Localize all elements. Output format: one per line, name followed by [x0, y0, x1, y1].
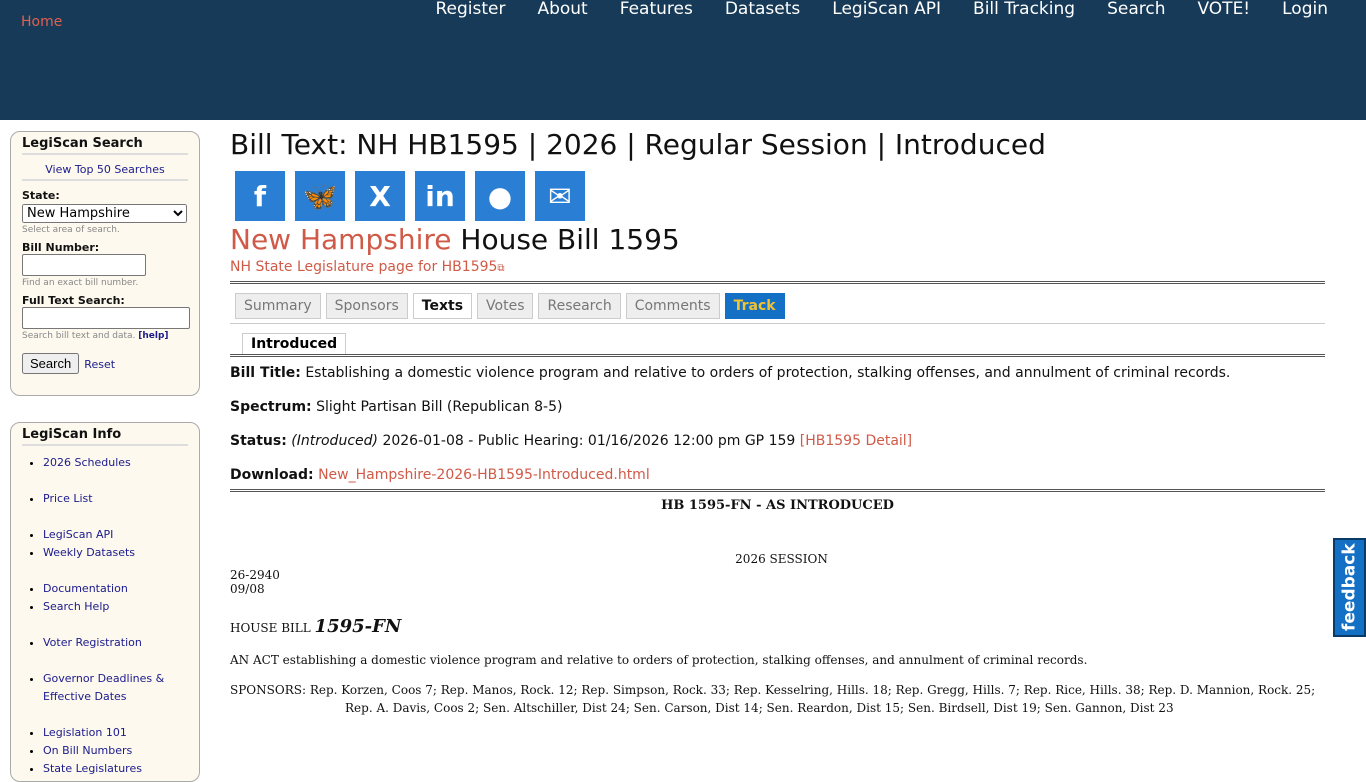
info-link-state-legislatures[interactable]: State Legislatures [43, 762, 142, 775]
nav-vote[interactable]: VOTE! [1197, 0, 1251, 19]
tab-comments[interactable]: Comments [626, 293, 720, 319]
x-icon[interactable]: X [355, 171, 405, 221]
share-bar [235, 171, 1325, 221]
bluesky-icon[interactable]: 🦋 [295, 171, 345, 221]
info-link-documentation[interactable]: Documentation [43, 582, 128, 595]
download-label: Download: [230, 467, 314, 483]
top-bar [0, 0, 1366, 120]
info-link-datasets[interactable]: Weekly Datasets [43, 546, 136, 559]
info-link-governor-deadlines[interactable]: Governor Deadlines & Effective Dates [43, 672, 165, 703]
tab-summary[interactable]: Summary [235, 293, 321, 319]
main-nav [419, 0, 1344, 20]
tab-track[interactable]: Track [725, 293, 785, 319]
divider [230, 281, 1325, 284]
info-link-voter-registration[interactable]: Voter Registration [43, 636, 142, 649]
nav-search[interactable]: Search [1107, 0, 1166, 19]
bill-number-input[interactable] [22, 254, 146, 276]
divider [230, 354, 1325, 357]
full-text-input[interactable] [22, 307, 190, 329]
full-text-label: Full Text Search: [22, 294, 125, 307]
status-stage: (Introduced) [291, 433, 378, 449]
top-50-link[interactable]: View Top 50 Searches [45, 163, 165, 176]
nav-api[interactable]: LegiScan API [832, 0, 942, 19]
doc-sponsors: Rep. A. Davis, Coos 2; Sen. Altschiller, Dist 24; Sen. Carson, Dist 14; Sen. Reardon, Dist 15; Sen. Birdsell, Dist 19; Sen. Gannon, Dist 23 [345, 701, 1174, 715]
search-button[interactable]: Search [22, 353, 79, 374]
info-link-bill-numbers[interactable]: On Bill Numbers [43, 744, 133, 757]
help-link[interactable]: [help] [138, 331, 169, 341]
status-label: Status: [230, 433, 287, 449]
bill-title: Establishing a domestic violence program and relative to orders of protection, stalking offenses, and annulment of criminal records. [305, 365, 1231, 381]
doc-code: 09/08 [230, 582, 265, 596]
spectrum-label: Spectrum: [230, 399, 312, 415]
facebook-icon[interactable]: f [235, 171, 285, 221]
status-text: 2026-01-08 - Public Hearing: 01/16/2026 12:00 pm GP 159 [382, 433, 796, 449]
tab-votes[interactable]: Votes [477, 293, 533, 319]
bill-heading [230, 223, 1325, 256]
reset-link[interactable]: Reset [84, 358, 116, 371]
spectrum: Slight Partisan Bill (Republican 8-5) [316, 399, 563, 415]
state-hint: Select area of search. [22, 225, 120, 235]
doc-house-bill: HOUSE BILL [230, 621, 311, 635]
tab-texts[interactable]: Texts [413, 293, 472, 319]
search-box-title: LegiScan Search [22, 136, 188, 155]
divider [230, 489, 1325, 492]
main-content [230, 128, 1325, 717]
doc-code: 26-2940 [230, 568, 280, 582]
nav-datasets[interactable]: Datasets [724, 0, 801, 19]
nav-bill-tracking[interactable]: Bill Tracking [973, 0, 1076, 19]
doc-session: 2026 SESSION [735, 552, 828, 566]
external-link-icon: ⧉ [497, 263, 505, 274]
subtab-introduced[interactable]: Introduced [242, 333, 346, 354]
nav-login[interactable]: Login [1282, 0, 1328, 19]
download-link[interactable]: New_Hampshire-2026-HB1595-Introduced.html [318, 467, 650, 483]
tab-sponsors[interactable]: Sponsors [326, 293, 408, 319]
full-text-hint: Search bill text and data. [22, 331, 136, 341]
search-box [10, 131, 200, 396]
doc-act: AN ACT establishing a domestic violence program and relative to orders of protection, stalking offenses, and annulment of criminal records. [230, 653, 1088, 667]
state-select[interactable] [22, 204, 187, 223]
tab-research[interactable]: Research [538, 293, 620, 319]
info-link-price-list[interactable]: Price List [43, 492, 93, 505]
bill-number-label: Bill Number: [22, 241, 100, 254]
bill-detail-link[interactable]: [HB1595 Detail] [799, 433, 913, 449]
bill-number-hint: Find an exact bill number. [22, 278, 139, 288]
state-label: State: [22, 189, 60, 202]
doc-sponsors: Rep. Korzen, Coos 7; Rep. Manos, Rock. 12; Rep. Simpson, Rock. 33; Rep. Kesselring, Hills. 18; Rep. Gregg, Hills. 7; Rep. Rice, Hills. 38; Rep. D. Mannion, Rock. 25; [309, 683, 1316, 697]
info-box [10, 422, 200, 782]
doc-sponsors-label: SPONSORS: [230, 683, 306, 697]
doc-heading: HB 1595-FN - AS INTRODUCED [661, 498, 894, 513]
bill-document [230, 498, 1325, 717]
nav-features[interactable]: Features [619, 0, 693, 19]
doc-bill-number: 1595-FN [314, 616, 402, 637]
nav-register[interactable]: Register [435, 0, 506, 19]
info-link-schedules[interactable]: 2026 Schedules [43, 456, 131, 469]
feedback-button[interactable]: feedback [1333, 538, 1366, 637]
info-link-legislation-101[interactable]: Legislation 101 [43, 726, 127, 739]
info-link-search-help[interactable]: Search Help [43, 600, 110, 613]
home-logo-link[interactable]: Home [21, 14, 63, 30]
page-title: Bill Text: NH HB1595 | 2026 | Regular Session | Introduced [230, 128, 1046, 161]
info-link-api[interactable]: LegiScan API [43, 528, 114, 541]
info-box-title: LegiScan Info [22, 427, 188, 446]
linkedin-icon[interactable]: in [415, 171, 465, 221]
nav-about[interactable]: About [537, 0, 588, 19]
bill-name: House Bill 1595 [460, 223, 680, 256]
reddit-icon[interactable]: ● [475, 171, 525, 221]
email-icon[interactable]: ✉ [535, 171, 585, 221]
state-legislature-link[interactable]: NH State Legislature page for HB1595 [230, 259, 498, 275]
bill-title-label: Bill Title: [230, 365, 301, 381]
bill-tabs [235, 293, 1325, 319]
state-name: New Hampshire [230, 223, 452, 256]
